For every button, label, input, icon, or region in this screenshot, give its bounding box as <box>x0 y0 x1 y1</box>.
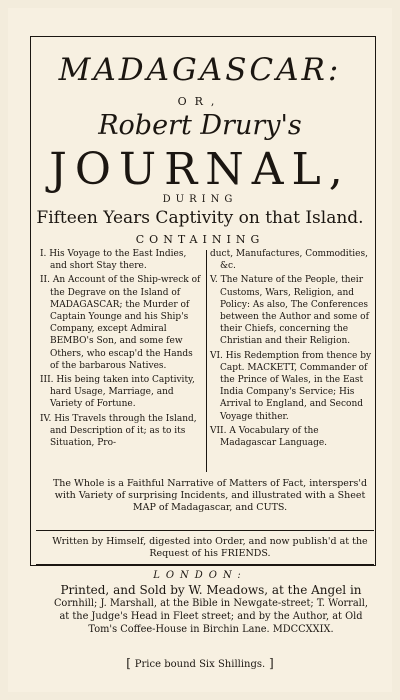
horizontal-rule <box>36 564 374 565</box>
title-page <box>8 8 392 692</box>
containing-label: CONTAINING <box>135 233 265 246</box>
imprint-line: Cornhill; J. Marshall, at the Bible in Newgate-street; T. Worrall, <box>53 598 369 609</box>
left-column <box>40 248 204 451</box>
imprint-line: at the Judge's Head in Fleet street; and by the Author, at Old <box>59 611 363 622</box>
contents-columns <box>40 248 380 476</box>
column-divider <box>206 250 207 472</box>
contents-item: II. An Account of the Ship-wreck of the Degrave on the Island of MADAGASCAR; the Murder of Captain Younge and his Ship's Company, except Admiral BEMBO's Son, and some few Others, who escap'd the Hands of the barbarous Natives. <box>40 275 201 371</box>
price-text: Price bound Six Shillings. <box>134 659 266 670</box>
written-note: Written by Himself, digested into Order, and now publish'd at the Request of his FRIENDS. <box>52 536 368 559</box>
author-name: Robert Drury's <box>98 110 302 141</box>
journal-title: JOURNAL, <box>49 144 351 195</box>
horizontal-rule <box>36 530 374 531</box>
contents-item: V. The Nature of the People, their Customs, Wars, Religion, and Policy: As also, The Conferences between the Author and some of their Chiefs, concerning the Christian and their Religion. <box>210 275 369 347</box>
or-separator: OR, <box>177 95 223 108</box>
contents-item: VII. A Vocabulary of the Madagascar Language. <box>210 425 328 449</box>
narrative-description: The Whole is a Faithful Narrative of Matters of Fact, interspers'd with Variety of surprising Incidents, and illustrated with a Sheet MAP of Madagascar, and CUTS. <box>52 478 368 513</box>
main-title: MADAGASCAR: <box>58 52 342 88</box>
price-note <box>8 656 392 670</box>
bracket-left: [ <box>126 656 135 670</box>
contents-item: III. His being taken into Captivity, hard Usage, Marriage, and Variety of Fortune. <box>40 375 195 410</box>
imprint-line: Printed, and Sold by W. Meadows, at the Angel in <box>60 583 362 597</box>
contents-item: I. His Voyage to the East Indies, and short Stay there. <box>40 249 187 272</box>
contents-item: VI. His Redemption from thence by Capt. MACKETT, Commander of the Prince of Wales, in the East India Company's Service; His Arrival to England, and Second Voyage thither. <box>210 350 372 422</box>
bracket-right: ] <box>265 656 274 670</box>
place-of-publication: LONDON: <box>153 570 247 581</box>
contents-item: IV. His Travels through the Island, and Description of it; as to its Situation, Pro- <box>40 413 197 449</box>
during-label: DURING <box>162 194 238 205</box>
right-column <box>210 248 376 451</box>
imprint-block <box>38 584 384 636</box>
subtitle: Fifteen Years Captivity on that Island. <box>36 208 364 228</box>
imprint-line: Tom's Coffee-House in Birchin Lane. MDCCXXIX. <box>88 624 334 635</box>
contents-item: duct, Manufactures, Commodities, &c. <box>210 249 368 272</box>
